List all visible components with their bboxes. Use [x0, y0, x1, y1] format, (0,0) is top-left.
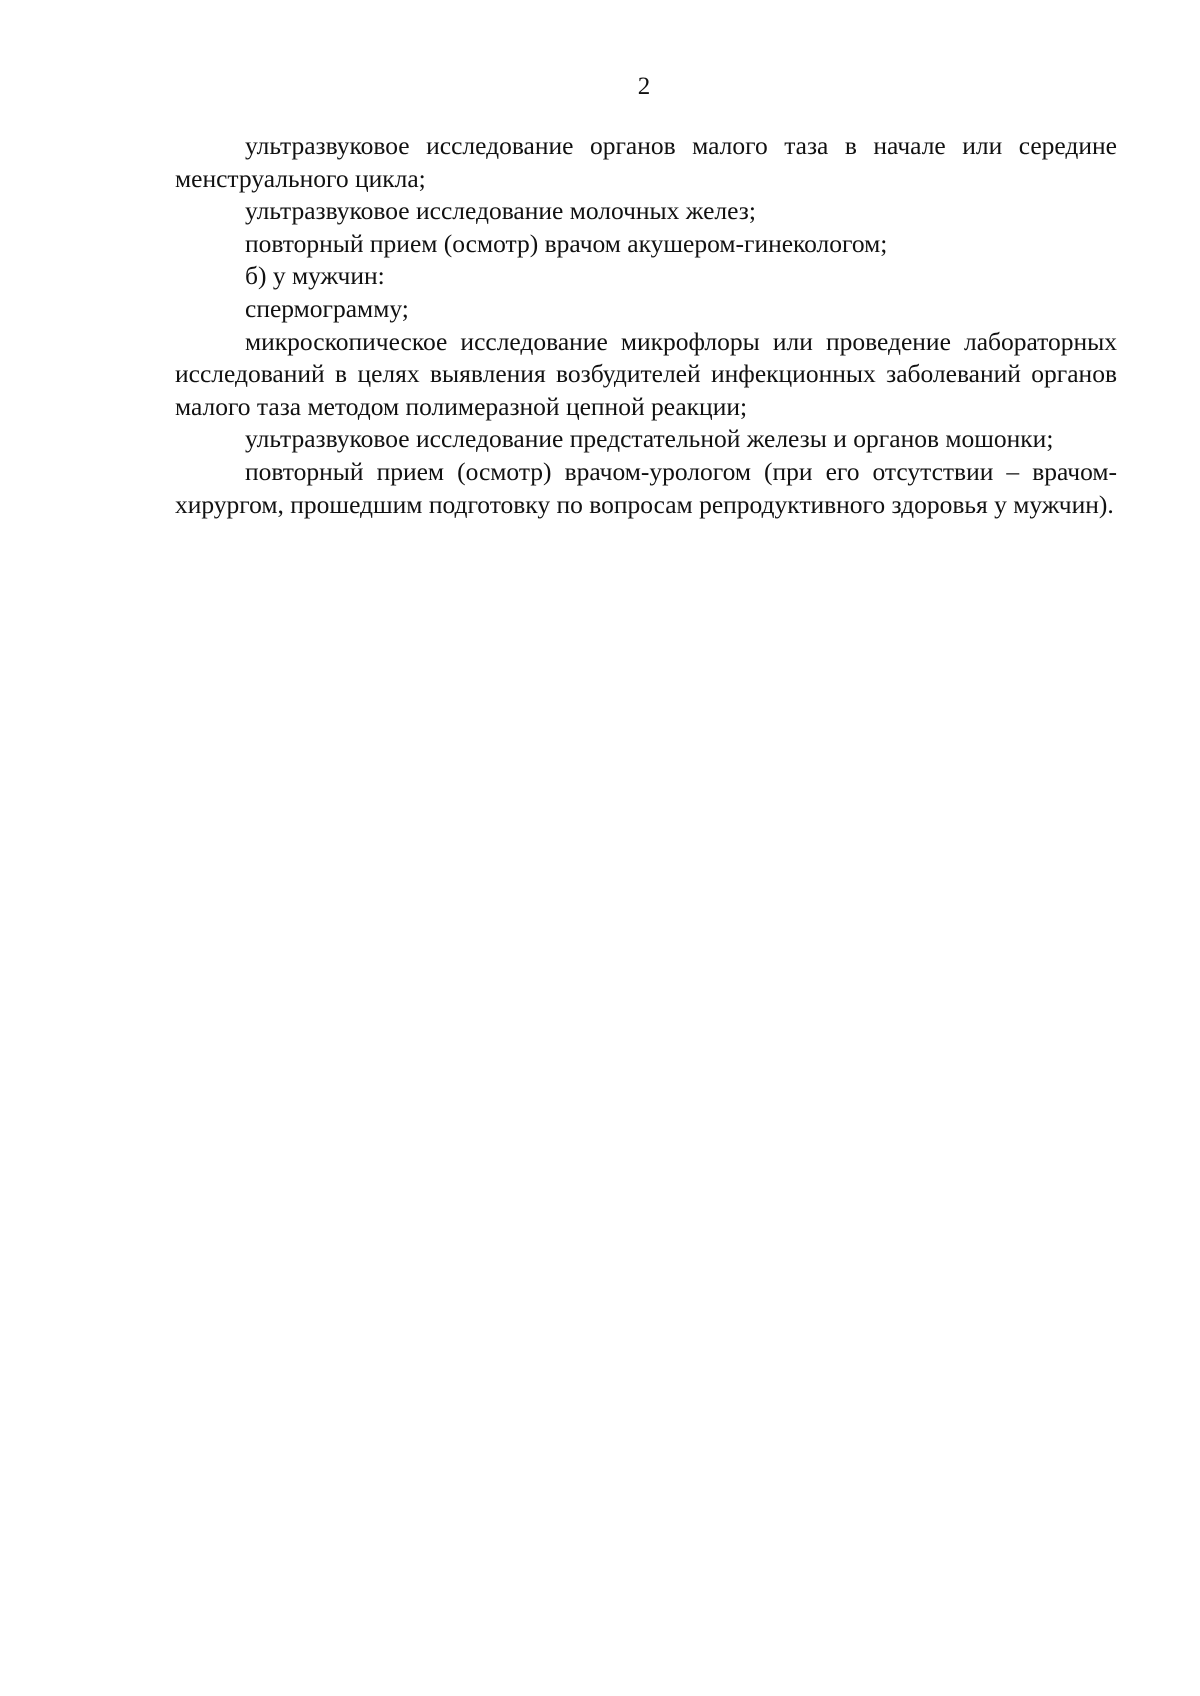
page-number: 2	[637, 73, 651, 100]
document-body	[175, 130, 1117, 521]
paragraph-microflora-pcr: микроскопическое исследование микрофлоры или проведение лабораторных исследований в целях выявления возбудителей инфекционных заболеваний органов малого таза методом полимеразной цепной реакции;	[175, 326, 1117, 421]
paragraph-spermogram: спермограмму;	[245, 293, 409, 323]
paragraph-breast-ultrasound: ультразвуковое исследование молочных желез;	[245, 196, 756, 226]
paragraph-gynecologist-visit: повторный прием (осмотр) врачом акушером-гинекологом;	[245, 228, 888, 258]
paragraph-prostate-ultrasound: ультразвуковое исследование предстательной железы и органов мошонки;	[245, 424, 1054, 454]
paragraph-urologist-visit: повторный прием (осмотр) врачом-урологом (при его отсутствии – врачом-хирургом, прошедшим подготовку по вопросам репродуктивного здоровья у мужчин).	[175, 456, 1117, 519]
paragraph-men-heading: б) у мужчин:	[245, 261, 385, 291]
paragraph-pelvic-ultrasound: ультразвуковое исследование органов малого таза в начале или середине менструального цикла;	[175, 131, 1117, 193]
